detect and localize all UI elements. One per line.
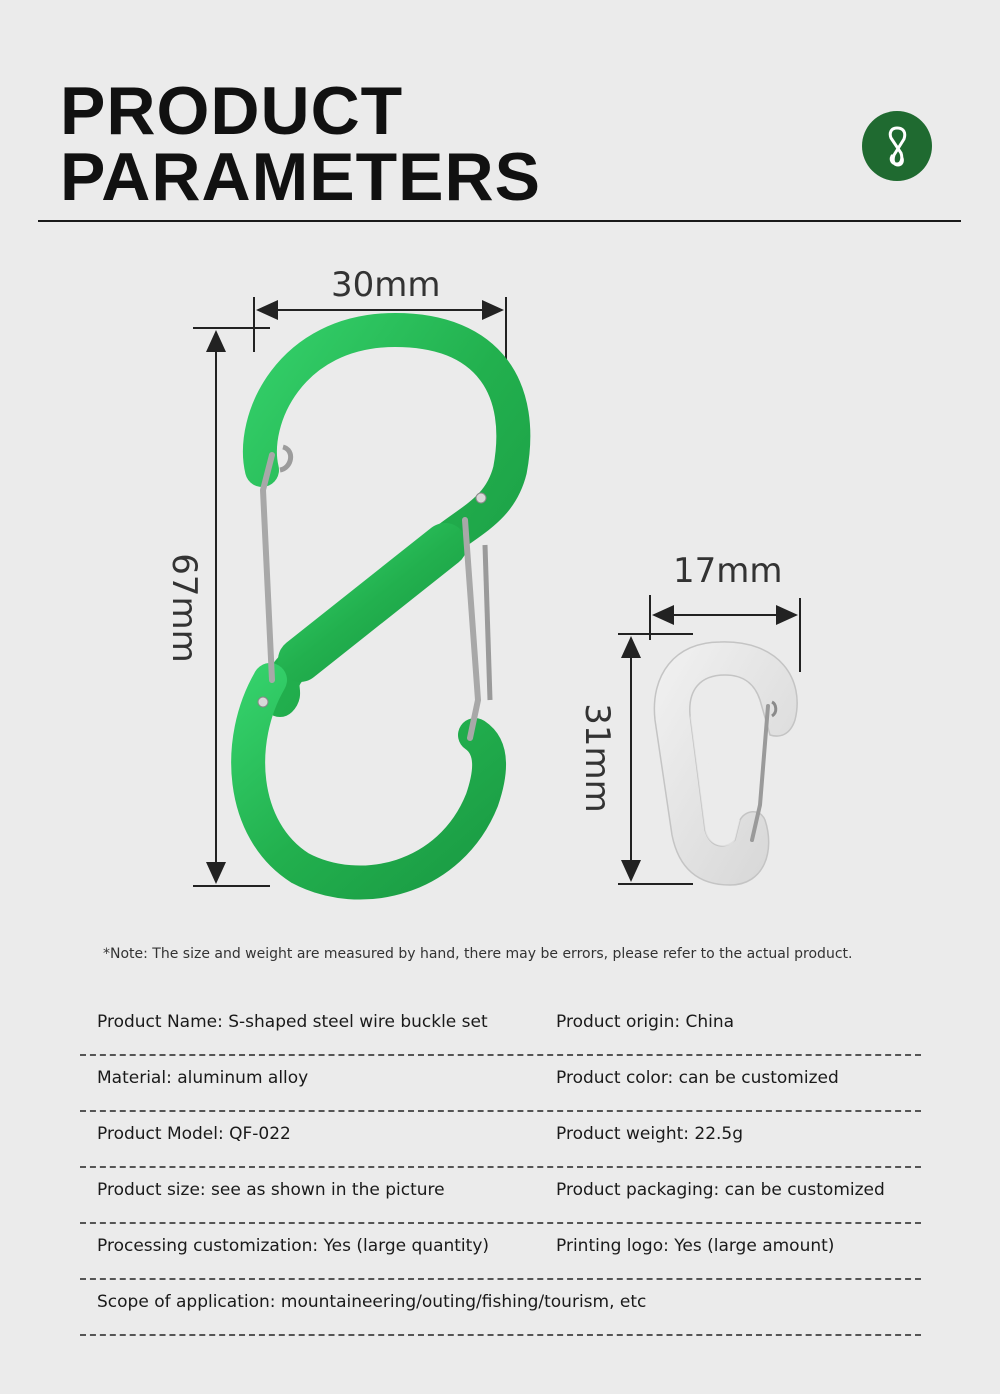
small-carabiner [654,642,797,885]
large-height-label: 67mm [163,553,204,663]
large-width-label: 30mm [331,265,441,305]
measurement-note: *Note: The size and weight are measured by hand, there may be errors, please refer to the actual product. [103,946,853,962]
large-s-hook [248,330,513,883]
title-line-1: PRODUCT [60,73,404,149]
param-size: Product size: see as shown in the picture [97,1180,445,1200]
param-weight: Product weight: 22.5g [556,1124,744,1144]
param-customization: Processing customization: Yes (large quantity) [97,1236,490,1256]
param-origin: Product origin: China [556,1012,735,1032]
param-color: Product color: can be customized [556,1068,839,1088]
param-application: Scope of application: mountaineering/outing/fishing/tourism, etc [97,1292,647,1312]
param-packaging: Product packaging: can be customized [556,1180,885,1200]
small-height-label: 31mm [576,703,617,813]
small-width-label: 17mm [673,551,783,591]
param-material: Material: aluminum alloy [97,1068,309,1088]
table-row [80,1000,921,1056]
table-row [80,1224,921,1280]
parameter-table [80,1000,921,1336]
param-model: Product Model: QF-022 [97,1124,291,1144]
table-row [80,1056,921,1112]
title-line-2: PARAMETERS [60,139,541,215]
table-row [80,1280,921,1336]
param-logo: Printing logo: Yes (large amount) [556,1236,835,1256]
table-row [80,1112,921,1168]
param-name: Product Name: S-shaped steel wire buckle set [97,1012,488,1032]
table-row [80,1168,921,1224]
